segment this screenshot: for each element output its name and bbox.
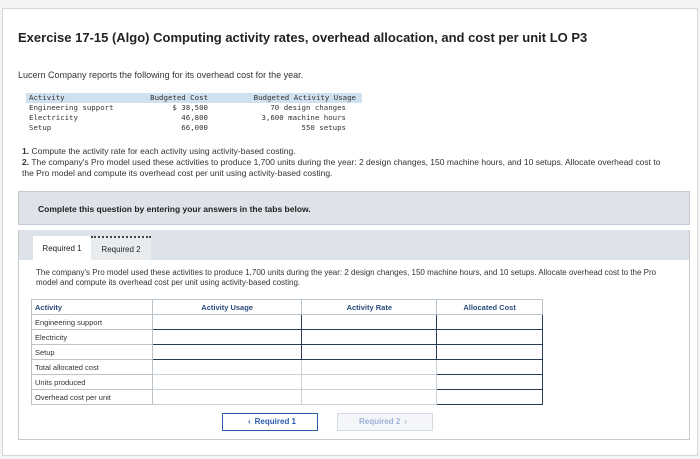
chevron-left-icon: ‹ [247,417,251,426]
allocation-header-row [32,300,543,315]
overhead-per-unit-input[interactable] [437,390,543,405]
overhead-data-table [26,93,362,133]
row-label: Electricity [32,330,153,345]
question-2: 2. The company's Pro model used these activities to produce 1,700 units during the year: 2 design changes, 150 machine hours, and 10 setups. Allocate overhead cost to the Pro model and compute its overhead cost per unit using activity-based costing. [22,157,661,178]
row-usage: 550 setups [301,123,346,132]
row-label: Total allocated cost [32,360,153,375]
row-cost: 66,000 [181,123,208,132]
data-table-row [26,103,362,113]
header-activity: Activity [29,93,65,102]
row-cost: 46,800 [181,113,208,122]
total-allocated-input[interactable] [437,360,543,375]
chevron-right-icon: › [404,417,407,426]
rate-input[interactable] [302,315,437,330]
usage-input[interactable] [152,315,302,330]
empty-cell [302,375,437,390]
table-row [32,375,543,390]
empty-cell [302,390,437,405]
empty-cell [152,360,302,375]
row-label: Setup [32,345,153,360]
data-table-row [26,113,362,123]
row-activity: Engineering support [29,103,114,112]
allocated-cost-input[interactable] [437,345,543,360]
table-row [32,360,543,375]
tab-required-1[interactable]: Required 1 [33,236,91,262]
row-activity: Electricity [29,113,78,122]
page-title: Exercise 17-15 (Algo) Computing activity rates, overhead allocation, and cost per unit LO P3 [18,30,588,45]
next-required-button[interactable] [337,413,433,431]
table-row [32,390,543,405]
empty-cell [152,390,302,405]
prev-required-button[interactable] [222,413,318,431]
rate-input[interactable] [302,330,437,345]
allocation-table [31,299,543,405]
instruction-text: Complete this question by entering your answers in the tabs below. [38,204,311,214]
intro-text: Lucern Company reports the following for its overhead cost for the year. [18,70,304,80]
row-label: Engineering support [32,315,153,330]
header-budgeted-usage: Budgeted Activity Usage [253,93,356,102]
row-usage: 70 design changes [270,103,346,112]
empty-cell [152,375,302,390]
rate-input[interactable] [302,345,437,360]
tab-required-2[interactable]: Required 2 [91,236,151,262]
units-produced-input[interactable] [437,375,543,390]
col-activity-usage: Activity Usage [152,300,302,315]
header-budgeted-cost: Budgeted Cost [150,93,208,102]
col-allocated-cost: Allocated Cost [437,300,543,315]
row-cost: $ 38,500 [172,103,208,112]
usage-input[interactable] [152,345,302,360]
data-table-header [26,93,362,103]
table-row [32,315,543,330]
row-label: Units produced [32,375,153,390]
usage-input[interactable] [152,330,302,345]
next-label: Required 2 [358,417,401,426]
question-list [22,146,672,179]
table-row [32,330,543,345]
prev-label: Required 1 [254,417,296,426]
empty-cell [302,360,437,375]
row-label: Overhead cost per unit [32,390,153,405]
question-1: 1. Compute the activity rate for each activity using activity-based costing. [22,146,296,156]
col-activity-rate: Activity Rate [302,300,437,315]
table-row [32,345,543,360]
col-activity: Activity [32,300,153,315]
allocated-cost-input[interactable] [437,330,543,345]
row-usage: 3,600 machine hours [261,113,346,122]
data-table-row [26,123,362,133]
content-description: The company's Pro model used these activities to produce 1,700 units during the year: 2 design changes, 150 machine hours, and 10 setups. Allocate overhead cost to the Pro model and compute its overhead cost per unit using activity-based costing. [36,268,657,287]
instruction-banner [18,191,690,225]
allocated-cost-input[interactable] [437,315,543,330]
row-activity: Setup [29,123,52,132]
